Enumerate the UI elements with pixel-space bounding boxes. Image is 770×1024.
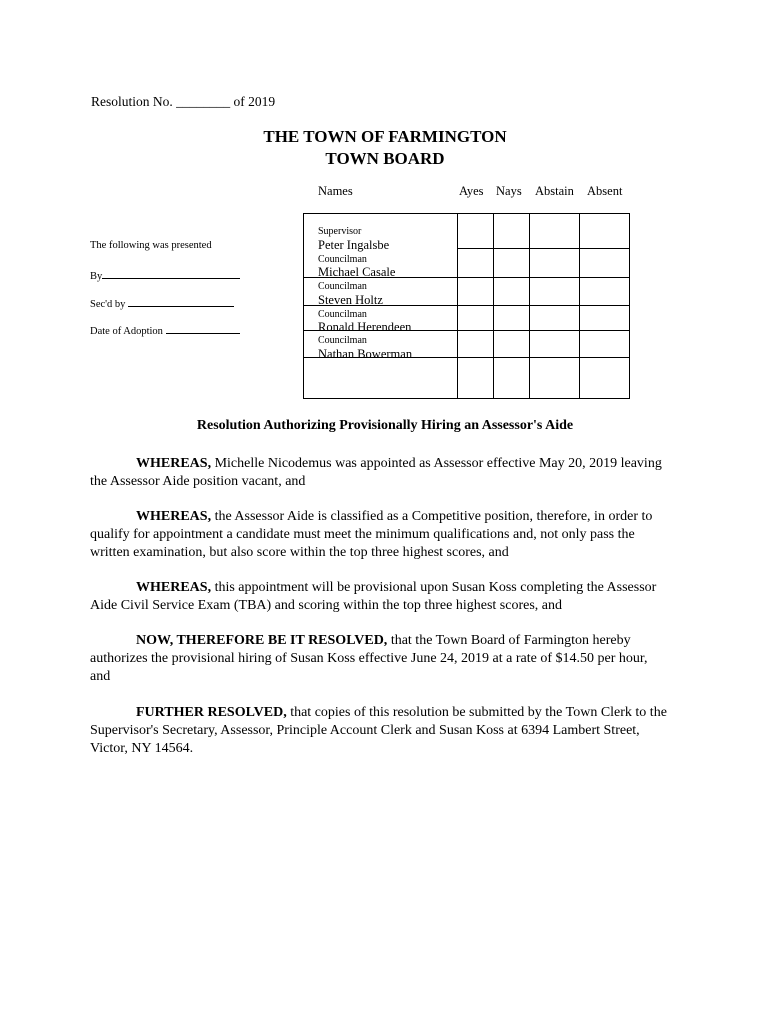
paragraph-text: Michelle Nicodemus was appointed as Assessor effective May 20, 2019 leaving the Assessor Aide position vacant, and: [90, 456, 662, 489]
paragraph-text: that the Town Board of Farmington hereby authorizes the provisional hiring of Susan Koss effective June 24, 2019 at a rate of $14.50 per hour, and: [90, 633, 648, 684]
by-field: [90, 267, 240, 282]
adoption-date-label: Date of Adoption: [90, 326, 163, 337]
member-name: Peter Ingalsbe: [318, 238, 390, 252]
paragraph-lead: WHEREAS,: [136, 509, 212, 524]
secd-label: Sec'd by: [90, 299, 126, 310]
vote-table-divider: [493, 214, 494, 398]
adoption-date-field: [90, 322, 240, 337]
resolution-paragraph: [90, 579, 670, 615]
presented-label: The following was presented: [90, 240, 212, 251]
paragraph-text: this appointment will be provisional upon Susan Koss completing the Assessor Aide Civil Service Exam (TBA) and scoring within the top three highest scores, and: [90, 580, 657, 613]
document-subtitle: TOWN BOARD: [325, 149, 445, 168]
secd-blank-line: [128, 295, 234, 307]
vote-table-divider: [457, 214, 458, 398]
member-role: Councilman: [318, 254, 367, 265]
absent-column-header: Absent: [587, 184, 623, 198]
ayes-column-header: Ayes: [459, 184, 484, 198]
paragraph-lead: NOW, THEREFORE BE IT RESOLVED,: [136, 633, 388, 648]
resolution-paragraph: [90, 455, 670, 491]
paragraph-text: the Assessor Aide is classified as a Competitive position, therefore, in order to qualify for appointment a candidate must meet the minimum qualifications and, not only pass the written examination, but also score within the top three highest scores, and: [90, 509, 653, 560]
member-role: Supervisor: [318, 226, 362, 237]
member-name: Steven Holtz: [318, 293, 383, 307]
paragraph-lead: WHEREAS,: [136, 456, 212, 471]
abstain-column-header: Abstain: [535, 184, 574, 198]
member-name: Michael Casale: [318, 265, 396, 279]
resolution-paragraph: [90, 508, 670, 562]
paragraph-text: that copies of this resolution be submitted by the Town Clerk to the Supervisor's Secretary, Assessor, Principle Account Clerk and Susan Koss at 6394 Lambert Street, Victor, NY 14564.: [90, 705, 667, 756]
member-name: Nathan Bowerman: [318, 347, 413, 361]
secd-field: [90, 295, 234, 310]
paragraph-lead: WHEREAS,: [136, 580, 212, 595]
vote-table: [303, 213, 630, 399]
member-name: Ronald Herendeen: [318, 320, 412, 334]
names-column-header: Names: [318, 184, 353, 198]
member-role: Councilman: [318, 281, 367, 292]
member-role: Councilman: [318, 309, 367, 320]
by-label: By: [90, 271, 103, 282]
vote-table-divider: [579, 214, 580, 398]
vote-table-divider: [529, 214, 530, 398]
by-blank-line: [102, 267, 240, 279]
resolution-number-line: Resolution No. ________ of 2019: [91, 94, 276, 109]
resolution-paragraph: [90, 704, 670, 758]
resolution-paragraph: [90, 632, 670, 686]
nays-column-header: Nays: [496, 184, 522, 198]
paragraph-lead: FURTHER RESOLVED,: [136, 705, 287, 720]
vote-row-line: [457, 248, 629, 249]
document-title: THE TOWN OF FARMINGTON: [263, 127, 507, 146]
member-role: Councilman: [318, 335, 367, 346]
resolution-heading: Resolution Authorizing Provisionally Hiring an Assessor's Aide: [196, 418, 574, 433]
adoption-date-blank-line: [166, 322, 240, 334]
